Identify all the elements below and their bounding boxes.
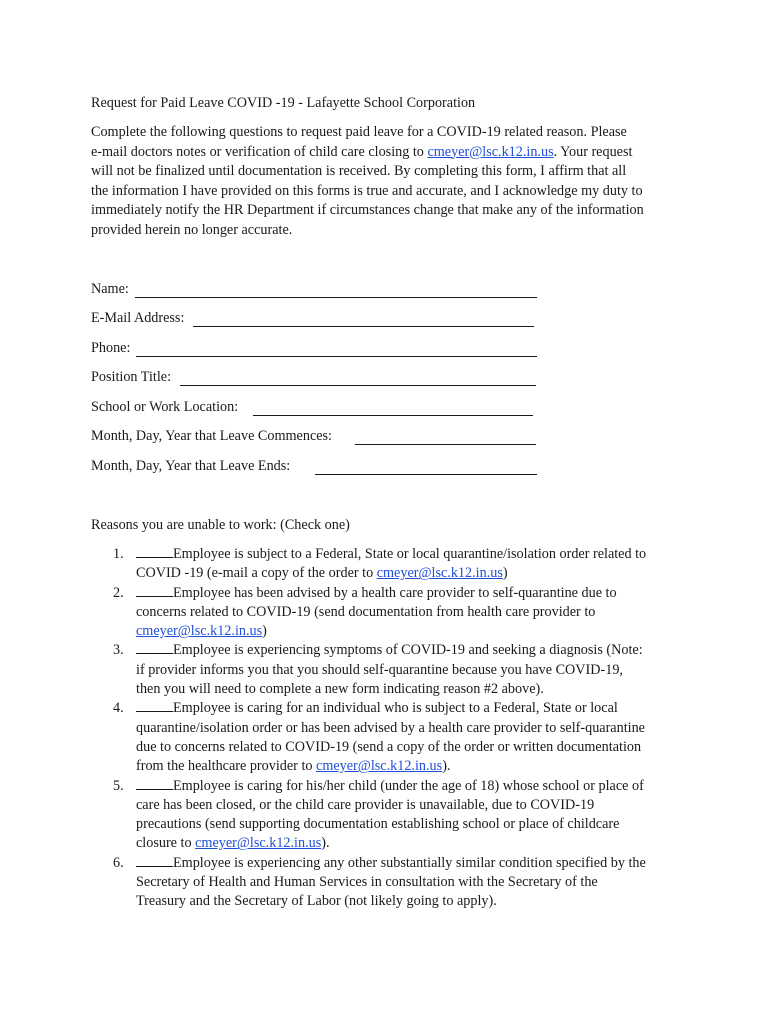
reason-line: due to concerns related to COVID-19 (send a copy of the order or written documentation — [136, 738, 642, 755]
email-input-line[interactable] — [193, 326, 534, 327]
reason-item — [91, 854, 691, 912]
phone-label: Phone: — [91, 340, 131, 356]
reason-number: 4. — [113, 700, 124, 717]
reason-line — [136, 545, 691, 564]
intro-text: e-mail doctors notes or verification of child care closing to — [91, 143, 428, 160]
hr-email-link[interactable]: cmeyer@lsc.k12.in.us — [427, 143, 554, 160]
reason-number: 5. — [113, 777, 124, 794]
reason-item — [91, 641, 691, 699]
intro-line — [91, 143, 691, 163]
hr-email-link[interactable]: cmeyer@lsc.k12.in.us — [376, 565, 503, 582]
name-field — [91, 280, 537, 300]
reason-text: Employee is caring for his/her child (under the age of 18) whose school or place of — [173, 777, 644, 794]
reason-item — [91, 777, 691, 854]
intro-line: provided herein no longer accurate. — [91, 221, 293, 238]
reasons-heading: Reasons you are unable to work: (Check one) — [91, 517, 350, 533]
reason-item — [91, 584, 691, 642]
reason-check-blank[interactable] — [136, 641, 173, 654]
reason-text: Employee is experiencing symptoms of COVID-19 and seeking a diagnosis (Note: — [173, 642, 643, 659]
reason-line: precautions (send supporting documentation establishing school or place of childcare — [136, 816, 620, 833]
reason-line — [136, 564, 691, 583]
reason-text: from the healthcare provider to — [136, 758, 317, 775]
reason-text: Employee is subject to a Federal, State or local quarantine/isolation order related to — [173, 546, 647, 562]
reason-text: COVID -19 (e-mail a copy of the order to — [136, 565, 377, 582]
email-label: E-Mail Address: — [91, 310, 185, 326]
reason-text: ) — [262, 623, 267, 640]
reason-line: then you will need to complete a new form indicating reason #2 above). — [136, 681, 544, 698]
reason-line — [136, 584, 691, 603]
intro-line: immediately notify the HR Department if circumstances change that make any of the information — [91, 202, 644, 218]
reason-line: care has been closed, or the child care provider is unavailable, due to COVID-19 — [136, 796, 595, 813]
reason-line — [136, 757, 691, 776]
reason-item — [91, 699, 691, 776]
intro-line: Complete the following questions to request paid leave for a COVID-19 related reason. Please — [91, 124, 627, 140]
location-input-line[interactable] — [253, 415, 533, 416]
phone-field — [91, 339, 537, 359]
phone-input-line[interactable] — [136, 356, 537, 357]
hr-email-link[interactable]: cmeyer@lsc.k12.in.us — [195, 835, 322, 852]
reason-line: Treasury and the Secretary of Labor (not likely going to apply). — [136, 893, 497, 910]
reason-text: ) — [502, 565, 508, 582]
reason-text: Employee has been advised by a health care provider to self-quarantine due to — [173, 584, 617, 601]
reason-text: closure to — [136, 835, 196, 852]
reason-line — [136, 641, 691, 660]
position-field — [91, 368, 536, 388]
reason-number: 3. — [113, 642, 124, 659]
email-field — [91, 309, 534, 329]
name-input-line[interactable] — [135, 297, 537, 298]
reason-check-blank[interactable] — [136, 777, 173, 790]
leave-start-label: Month, Day, Year that Leave Commences: — [91, 428, 332, 444]
reason-number: 2. — [113, 584, 124, 601]
reason-text: ). — [442, 758, 451, 775]
reason-line — [136, 777, 691, 796]
reason-line — [136, 854, 691, 873]
reason-line: Secretary of Health and Human Services in consultation with the Secretary of the — [136, 874, 598, 891]
intro-line: the information I have provided on this forms is true and accurate, and I acknowledge my duty to — [91, 182, 643, 199]
leave-end-label: Month, Day, Year that Leave Ends: — [91, 458, 291, 474]
reason-check-blank[interactable] — [136, 699, 173, 712]
reason-check-blank[interactable] — [136, 854, 173, 867]
leave-end-input-line[interactable] — [315, 474, 537, 475]
reason-line: if provider informs you that you should self-quarantine because you have COVID-19, — [136, 661, 623, 678]
reasons-list — [91, 545, 691, 912]
intro-line: will not be finalized until documentation is received. By completing this form, I affirm that all — [91, 163, 627, 179]
reason-check-blank[interactable] — [136, 584, 173, 597]
reason-item — [91, 545, 691, 584]
form-title: Request for Paid Leave COVID -19 - Lafayette School Corporation — [91, 95, 476, 111]
location-label: School or Work Location: — [91, 399, 239, 415]
leave-start-input-line[interactable] — [355, 444, 536, 445]
reason-line: quarantine/isolation order or has been advised by a health care provider to self-quarantine — [136, 719, 645, 736]
location-field — [91, 398, 533, 418]
hr-email-link[interactable]: cmeyer@lsc.k12.in.us — [136, 623, 263, 640]
reason-check-blank[interactable] — [136, 545, 173, 558]
reason-text: Employee is experiencing any other substantially similar condition specified by the — [173, 854, 646, 871]
leave-start-field — [91, 427, 536, 447]
reason-text: ). — [321, 835, 330, 852]
name-label: Name: — [91, 281, 129, 297]
intro-text: . Your request — [553, 143, 633, 160]
reason-line — [136, 834, 691, 853]
reason-line: concerns related to COVID-19 (send documentation from health care provider to — [136, 603, 596, 620]
reason-text: Employee is caring for an individual who is subject to a Federal, State or local — [173, 700, 618, 717]
hr-email-link[interactable]: cmeyer@lsc.k12.in.us — [316, 758, 443, 775]
position-label: Position Title: — [91, 369, 172, 385]
reason-line — [136, 699, 691, 718]
position-input-line[interactable] — [180, 385, 536, 386]
leave-end-field — [91, 457, 537, 477]
reason-number: 6. — [113, 854, 124, 871]
intro-paragraph — [91, 123, 691, 240]
reason-line — [136, 622, 691, 641]
reason-number: 1. — [113, 546, 124, 562]
